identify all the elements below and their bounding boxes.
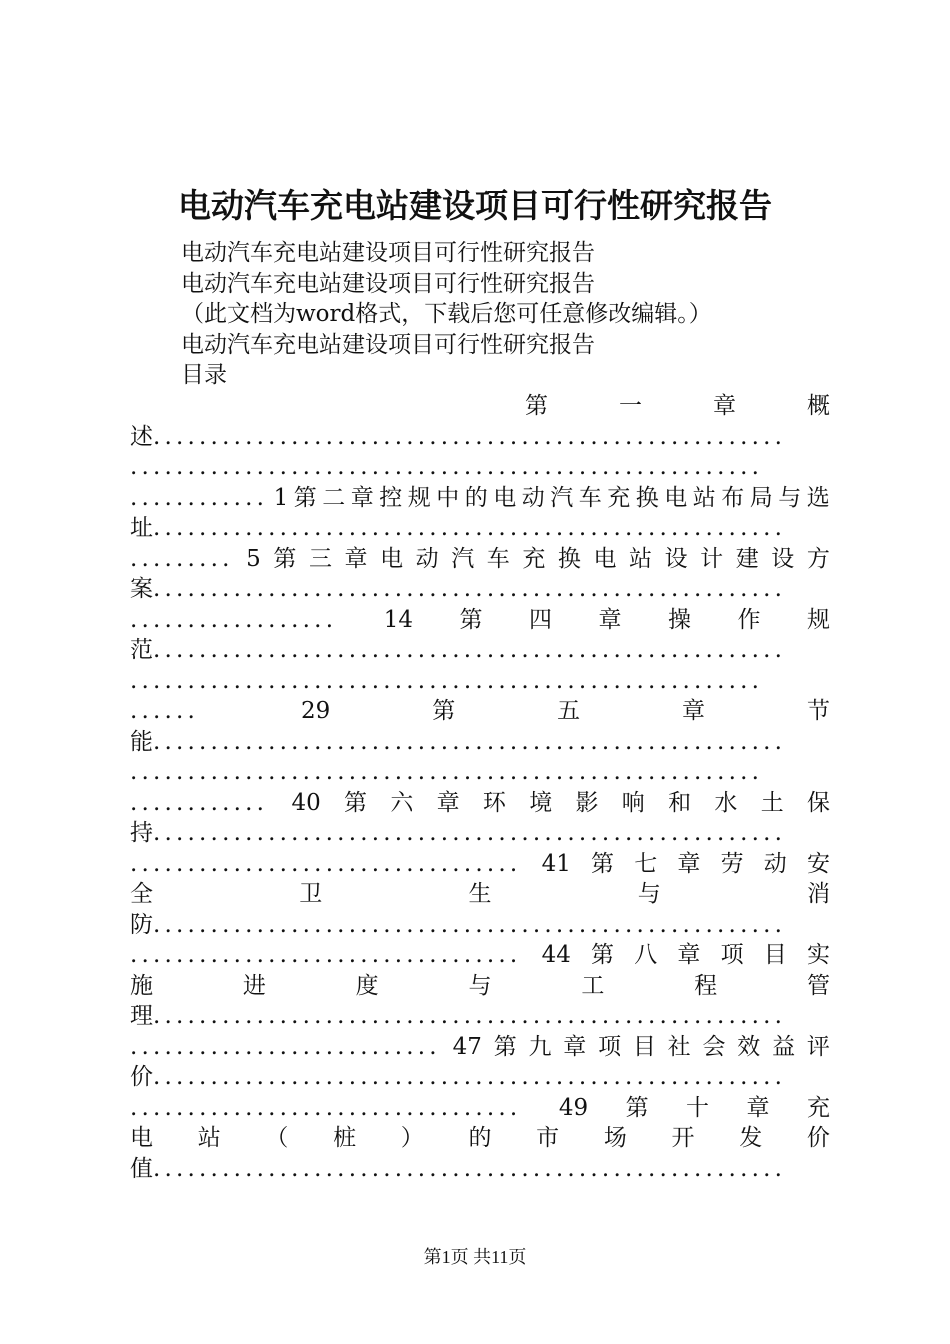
intro-block xyxy=(181,238,881,391)
toc-line: 全 卫 生 与 消 xyxy=(130,881,830,907)
toc-line: 案 ....................................................... xyxy=(130,576,787,602)
toc-line: ....................................................... xyxy=(130,667,764,694)
toc-line: ...... 29 第 五 章 节 xyxy=(130,698,830,724)
toc-line: .................................. 41 第 七 章 劳 动 安 xyxy=(130,850,830,877)
toc-line: 理 ....................................................... xyxy=(130,1003,787,1029)
toc-line: ....................................................... xyxy=(130,759,764,785)
page-footer: 第1页 共11页 xyxy=(423,1247,527,1267)
toc-line: .................. 14 第 四 章 操 作 规 xyxy=(130,606,830,633)
toc-line: 第 一 章 概 xyxy=(525,393,830,419)
toc-line: 电 站 （ 桩 ） 的 市 场 开 发 价 xyxy=(130,1125,830,1151)
toc-line: 址 ....................................................... xyxy=(130,515,787,541)
document-title: 电动汽车充电站建设项目可行性研究报告 xyxy=(178,186,772,225)
table-of-contents xyxy=(130,391,830,1184)
toc-line: 防 ....................................................... xyxy=(130,911,787,938)
toc-line: .................................. 49 第 十 章 充 xyxy=(130,1094,830,1121)
toc-line: ....................................................... xyxy=(130,454,764,480)
intro-line: 电动汽车充电站建设项目可行性研究报告 xyxy=(181,270,595,297)
intro-line: 电动汽车充电站建设项目可行性研究报告 xyxy=(181,331,595,358)
toc-line: 范 ....................................................... xyxy=(130,637,787,663)
toc-line: 价 ....................................................... xyxy=(130,1064,787,1090)
toc-line: 值 ....................................................... xyxy=(130,1155,787,1182)
intro-line: 电动汽车充电站建设项目可行性研究报告 xyxy=(181,240,595,266)
toc-line: 施 进 度 与 工 程 管 xyxy=(130,972,830,999)
toc-heading: 目录 xyxy=(181,362,227,388)
toc-line: ............ 1 第 二 章 控 规 中 的 电 动 汽 车 充 换 电 站 布 局 与 选 xyxy=(130,484,830,511)
toc-line: ............ 40 第 六 章 环 境 影 响 和 水 土 保 xyxy=(130,789,830,816)
toc-line: .................................. 44 第 八 章 项 目 实 xyxy=(130,942,830,968)
toc-line: ......... 5 第 三 章 电 动 汽 车 充 换 电 站 设 计 建 设 方 xyxy=(130,545,830,572)
toc-line: 持 ....................................................... xyxy=(130,820,787,846)
intro-line: （此文档为word格式，下载后您可任意修改编辑。） xyxy=(181,301,712,327)
toc-line: 能 ....................................................... xyxy=(130,728,787,755)
toc-line: ........................... 47 第 九 章 项 目 社 会 效 益 评 xyxy=(130,1033,830,1060)
toc-line: 述 ....................................................... xyxy=(130,423,787,450)
